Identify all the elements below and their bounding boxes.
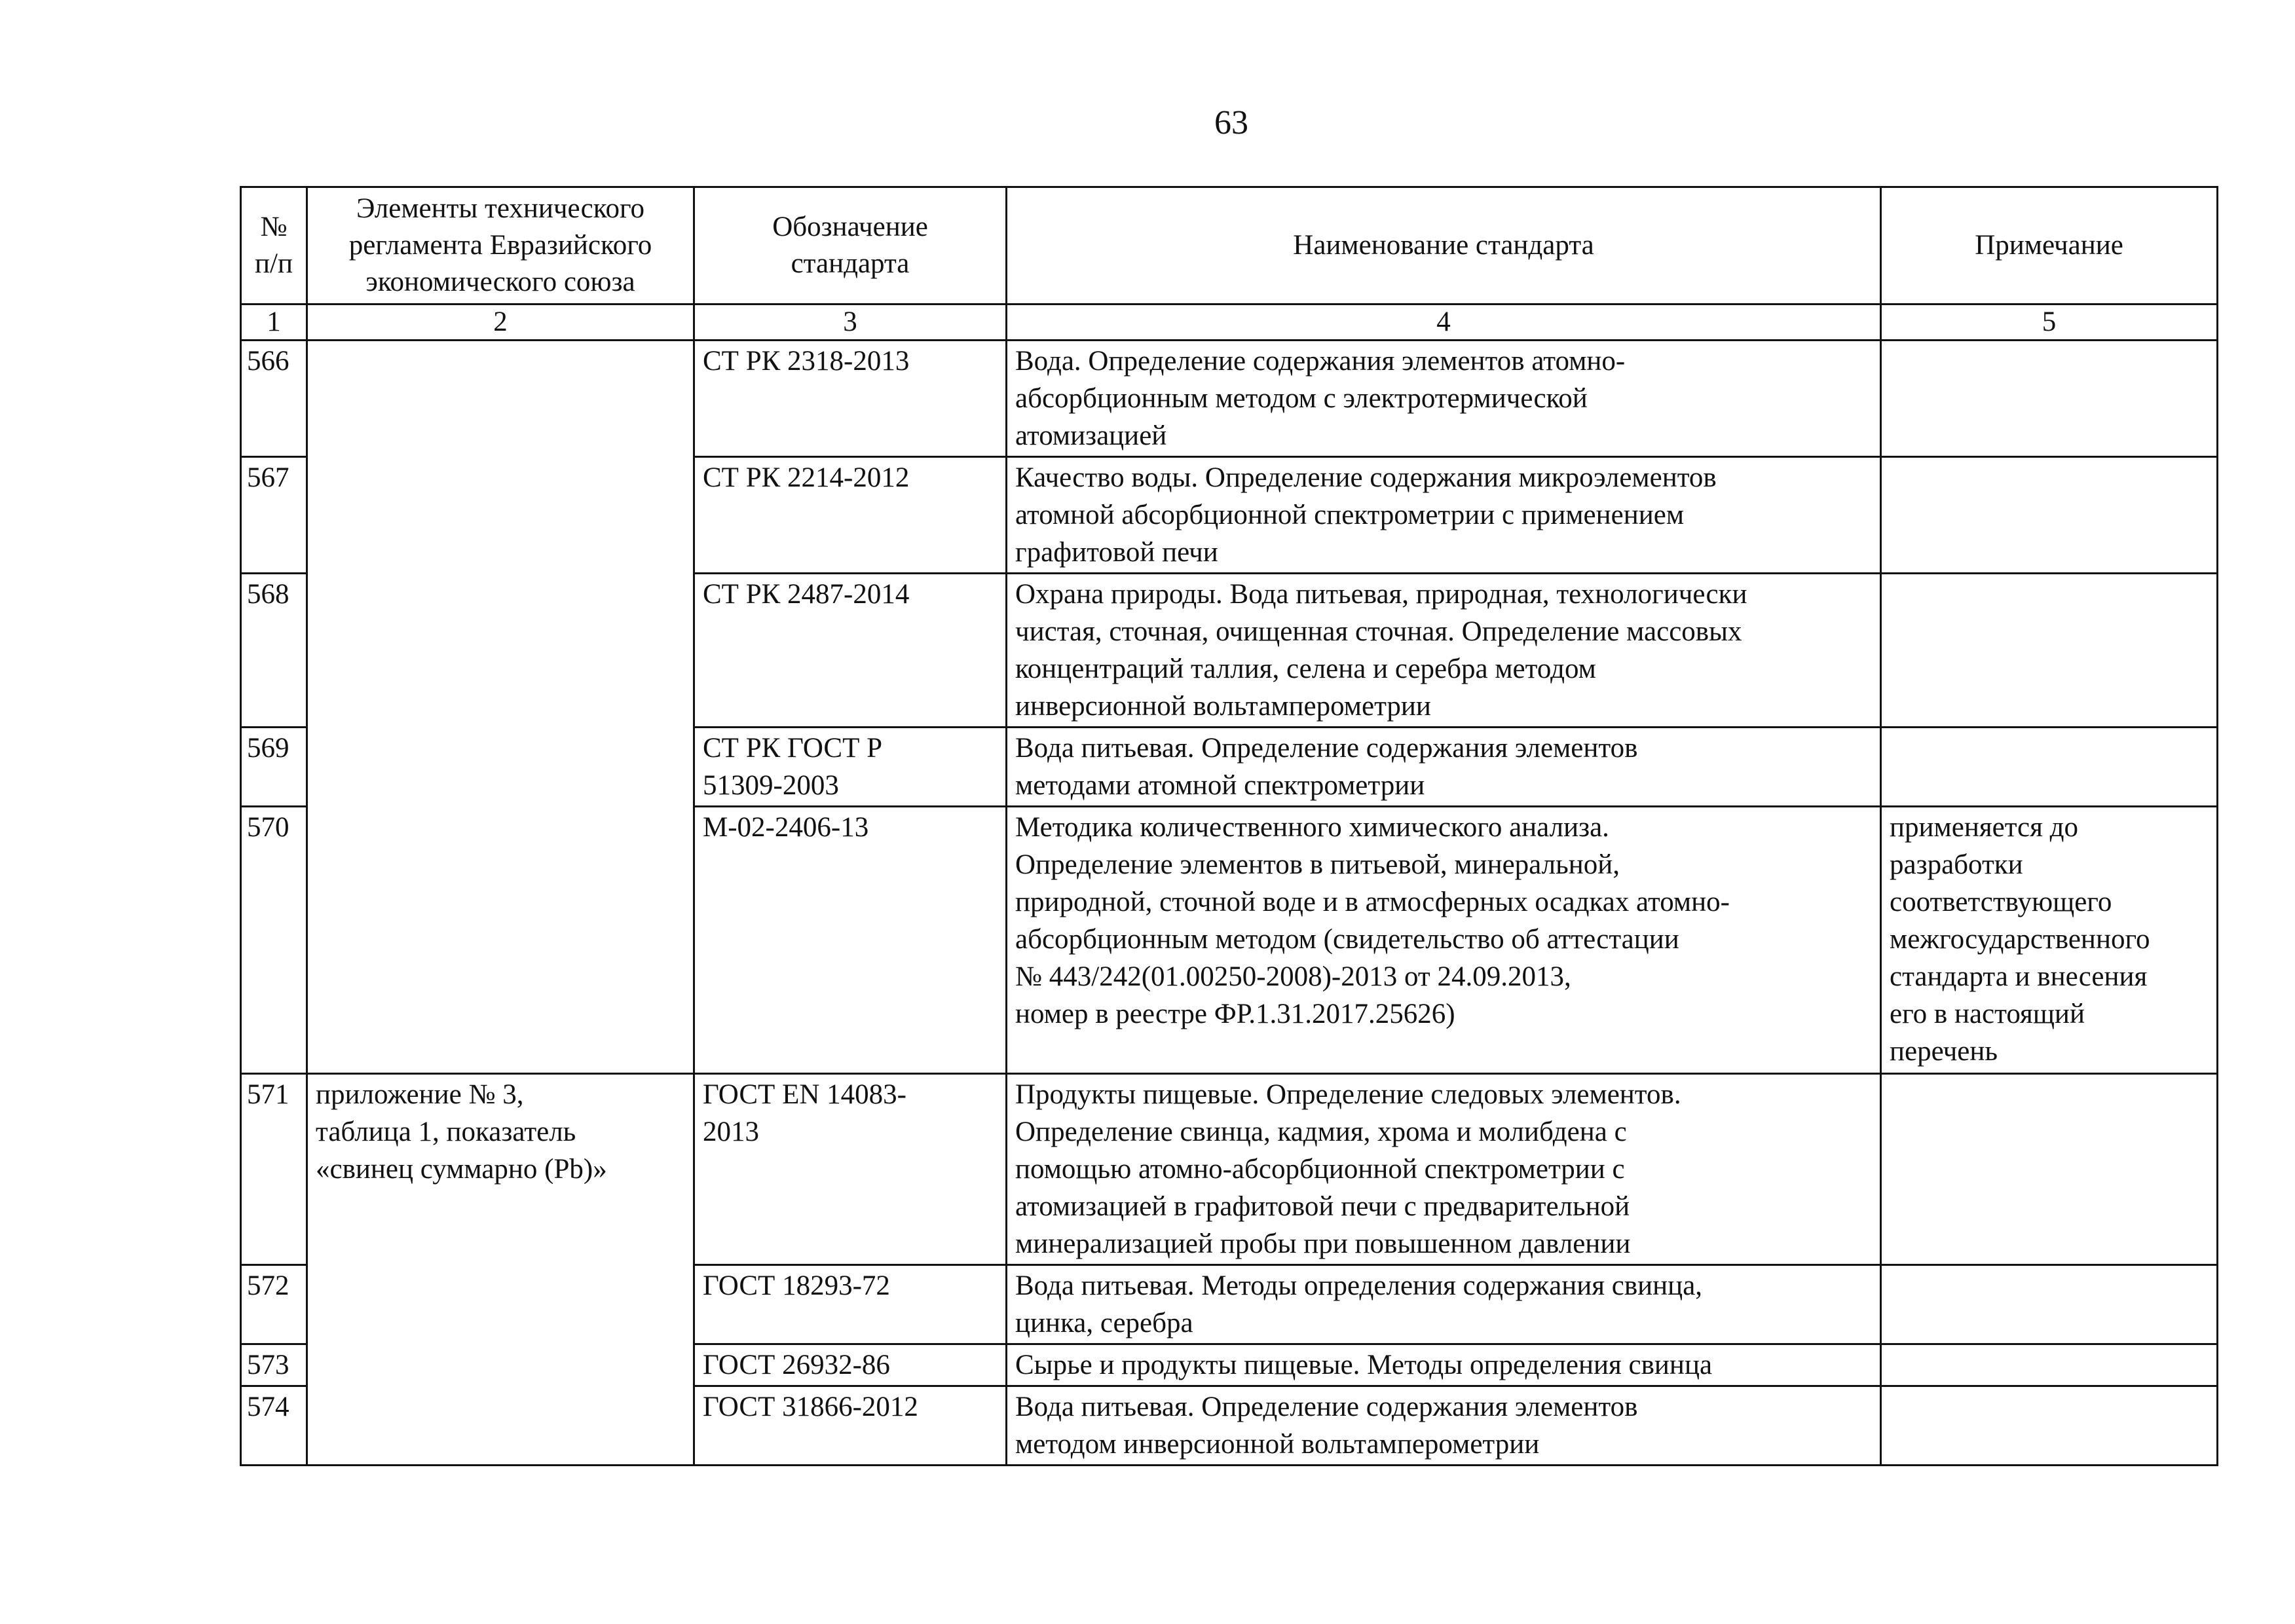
row-number: 572 bbox=[241, 1265, 307, 1344]
standards-table bbox=[240, 186, 2218, 1466]
row-number: 568 bbox=[241, 574, 307, 728]
column-number: 3 bbox=[694, 304, 1007, 341]
column-number-row bbox=[241, 304, 2218, 341]
row-standard-name: Сырье и продукты пищевые. Методы определения свинца bbox=[1007, 1344, 1881, 1386]
row-number: 574 bbox=[241, 1386, 307, 1466]
table-row bbox=[241, 341, 2218, 457]
row-designation: СТ РК 2214-2012 bbox=[694, 457, 1007, 574]
table-row bbox=[241, 1074, 2218, 1265]
row-designation: ГОСТ 31866-2012 bbox=[694, 1386, 1007, 1466]
row-standard-name: Вода питьевая. Определение содержания элементов методами атомной спектрометрии bbox=[1007, 728, 1881, 807]
header-note: Примечание bbox=[1881, 187, 2218, 304]
header-name: Наименование стандарта bbox=[1007, 187, 1881, 304]
row-note bbox=[1881, 341, 2218, 457]
column-number: 4 bbox=[1007, 304, 1881, 341]
row-designation: ГОСТ 18293-72 bbox=[694, 1265, 1007, 1344]
column-number: 1 bbox=[241, 304, 307, 341]
column-number: 5 bbox=[1881, 304, 2218, 341]
row-number: 566 bbox=[241, 341, 307, 457]
row-element: приложение № 3, таблица 1, показатель «свинец суммарно (Pb)» bbox=[307, 1074, 694, 1466]
row-designation: СТ РК 2318-2013 bbox=[694, 341, 1007, 457]
header-element: Элементы технического регламента Евразийского экономического союза bbox=[307, 187, 694, 304]
row-number: 569 bbox=[241, 728, 307, 807]
row-note bbox=[1881, 1074, 2218, 1265]
header-designation: Обозначение стандарта bbox=[694, 187, 1007, 304]
row-element bbox=[307, 341, 694, 1074]
row-note bbox=[1881, 1386, 2218, 1466]
row-number: 573 bbox=[241, 1344, 307, 1386]
row-note: применяется до разработки соответствующего межгосударственного стандарта и внесения его в настоящий перечень bbox=[1881, 807, 2218, 1074]
row-designation: ГОСТ 26932-86 bbox=[694, 1344, 1007, 1386]
row-designation: М-02-2406-13 bbox=[694, 807, 1007, 1074]
row-number: 567 bbox=[241, 457, 307, 574]
table-header-row bbox=[241, 187, 2218, 304]
row-number: 571 bbox=[241, 1074, 307, 1265]
row-standard-name: Качество воды. Определение содержания микроэлементов атомной абсорбционной спектрометрии с применением графитовой печи bbox=[1007, 457, 1881, 574]
row-note bbox=[1881, 574, 2218, 728]
row-designation: СТ РК ГОСТ Р 51309-2003 bbox=[694, 728, 1007, 807]
row-designation: ГОСТ EN 14083- 2013 bbox=[694, 1074, 1007, 1265]
header-num: № п/п bbox=[241, 187, 307, 304]
row-standard-name: Охрана природы. Вода питьевая, природная, технологически чистая, сточная, очищенная сточная. Определение массовых концентраций таллия, селена и серебра методом инверсионной вольтамперометрии bbox=[1007, 574, 1881, 728]
row-standard-name: Вода. Определение содержания элементов атомно- абсорбционным методом с электротермической атомизацией bbox=[1007, 341, 1881, 457]
row-standard-name: Вода питьевая. Определение содержания элементов методом инверсионной вольтамперометрии bbox=[1007, 1386, 1881, 1466]
row-note bbox=[1881, 457, 2218, 574]
row-note bbox=[1881, 728, 2218, 807]
column-number: 2 bbox=[307, 304, 694, 341]
row-note bbox=[1881, 1265, 2218, 1344]
page-number: 63 bbox=[1214, 104, 1248, 141]
row-designation: СТ РК 2487-2014 bbox=[694, 574, 1007, 728]
row-standard-name: Методика количественного химического анализа. Определение элементов в питьевой, минеральной, природной, сточной воде и в атмосферных осадках атомно- абсорбционным методом (свидетельство об аттестации № 443/242(01.00250-2008)-2013 от 24.09.2013, номер в реестре ФР.1.31.2017.25626) bbox=[1007, 807, 1881, 1074]
row-note bbox=[1881, 1344, 2218, 1386]
row-number: 570 bbox=[241, 807, 307, 1074]
row-standard-name: Вода питьевая. Методы определения содержания свинца, цинка, серебра bbox=[1007, 1265, 1881, 1344]
row-standard-name: Продукты пищевые. Определение следовых элементов. Определение свинца, кадмия, хрома и молибдена с помощью атомно-абсорбционной спектрометрии с атомизацией в графитовой печи с предварительной минерализацией пробы при повышенном давлении bbox=[1007, 1074, 1881, 1265]
